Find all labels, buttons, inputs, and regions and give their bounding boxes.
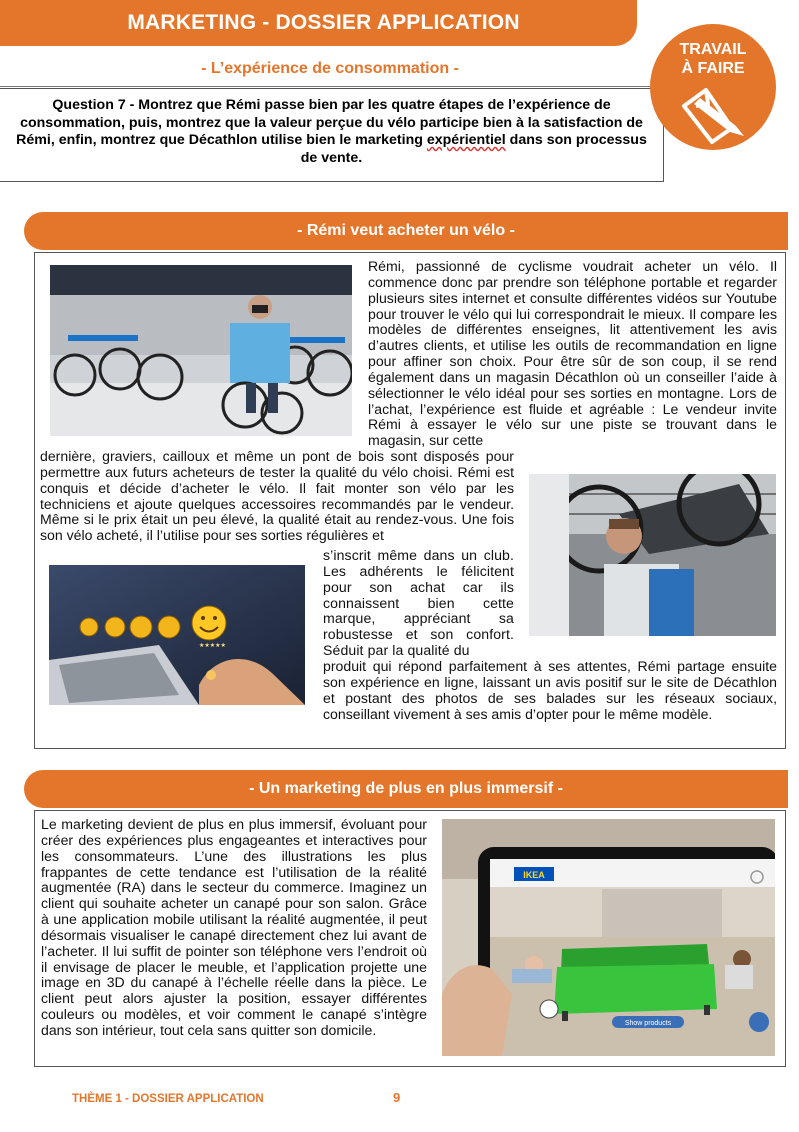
section1-paragraph-a: Rémi, passionné de cyclisme voudrait acheter un vélo. Il commence donc par prendre son téléphone portable et regarder plusieurs sites internet et consulte différentes vidéos sur Youtube pour trouver le vélo qui lui correspondrait le mieux. Il compare les modèles de différentes enseignes, lit attentivement les avis d’autres clients, et utilise les outils de recommandation en ligne pour affiner son choix. Pour être sûr de son coup, il se rend également dans un magasin Décathlon où un conseiller l’aide à sélectionner le vélo idéal pour ses sorties en montagne. Lors de l’achat, l’expérience est fluide et agréable : Le vendeur invite Rémi à essayer le vélo sur une piste se trouvant dans le magasin, sur cette <box>368 258 777 449</box>
question-underlined-word: expérientiel <box>426 132 506 148</box>
page-title: MARKETING - DOSSIER APPLICATION <box>127 11 520 34</box>
question-box <box>0 88 664 182</box>
section2-paragraph: Le marketing devient de plus en plus immersif, évoluant pour créer des expériences plus engageantes et interactives pour les consommateurs. L’une des illustrations les plus frappantes de cette tendance est l’utilisation de la réalité augmentée (RA) dans le secteur du commerce. Imaginez un client qui souhaite acheter un canapé pour son salon. Grâce à une application mobile utilisant la réalité augmentée, il peut désormais visualiser le canapé directement chez lui avant de l’acheter. Il lui suffit de pointer son téléphone vers l’endroit où il envisage de placer le meuble, et l’application projette une image en 3D du canapé à l’échelle réelle dans la pièce. Le client peut alors ajuster la position, essayer différentes couleurs ou modèles, et voir comment le canapé s’intègre dans son intérieur, tout cela sans quitter son domicile. <box>41 816 427 1038</box>
footer-theme: THÈME 1 - DOSSIER APPLICATION <box>72 1093 264 1105</box>
photo-remi-bike-store <box>50 265 352 436</box>
badge-label <box>650 40 776 78</box>
info-icon[interactable] <box>540 1000 558 1018</box>
section-title-remi: - Rémi veut acheter un vélo - <box>297 222 515 239</box>
section-title-immersif: - Un marketing de plus en plus immersif - <box>249 780 563 797</box>
section1-paragraph-b: dernière, graviers, cailloux et même un pont de bois sont disposés pour permettre aux futurs acheteurs de tester la qualité du vélo choisi. Rémi est conquis et décide d’acheter le vélo. Il fait monter son vélo par les techniciens et ajoute quelques accessoires recommandés par le vendeur. Même si le prix était un peu élevé, la qualité était au rendez-vous. Une fois son vélo acheté, il l’utilise pour ses sorties régulières et <box>40 448 514 544</box>
camera-icon[interactable] <box>749 1012 769 1032</box>
question-text-start: Question 7 - Montrez que Rémi passe bien par les quatre étapes de l’expérience de consommation, puis, montrez que la valeur perçue du vélo participe bien à la satisfaction de Rémi, enfin, montrez que Décathlon utilise bien le marketing <box>16 97 643 148</box>
photo-technician <box>529 474 776 636</box>
photo-ikea-ar-app <box>442 819 775 1056</box>
badge-line-2: À FAIRE <box>681 60 745 77</box>
svg-text:★★★★★: ★★★★★ <box>199 642 226 649</box>
section1-paragraph-c: s’inscrit même dans un club. Les adhérents le félicitent pour son achat car ils connaissent bien cette marque, appréciant sa robustesse et son confort. Séduit par la qualité du <box>323 547 514 659</box>
subtitle-divider <box>0 86 660 87</box>
question-text-end: dans son processus de vente. <box>300 132 647 166</box>
travail-a-faire-badge <box>650 24 776 150</box>
section-bar-immersif <box>24 770 788 808</box>
photo-satisfaction-rating <box>49 565 305 705</box>
section-bar-remi <box>24 212 788 250</box>
section1-paragraph-d: produit qui répond parfaitement à ses attentes, Rémi partage ensuite son expérience en ligne, laissant un avis positif sur le site de Décathlon et postant des photos de ses balades sur les réseaux sociaux, conseillant vivement à ses amis d’opter pour le même modèle. <box>323 658 777 722</box>
page-subtitle: - L’expérience de consommation - <box>201 60 459 77</box>
badge-line-1: TRAVAIL <box>679 41 747 58</box>
ikea-logo: IKEA <box>523 870 545 880</box>
show-products-label: Show products <box>624 1020 672 1027</box>
page-number: 9 <box>393 1090 401 1105</box>
page-header-banner <box>0 0 637 46</box>
